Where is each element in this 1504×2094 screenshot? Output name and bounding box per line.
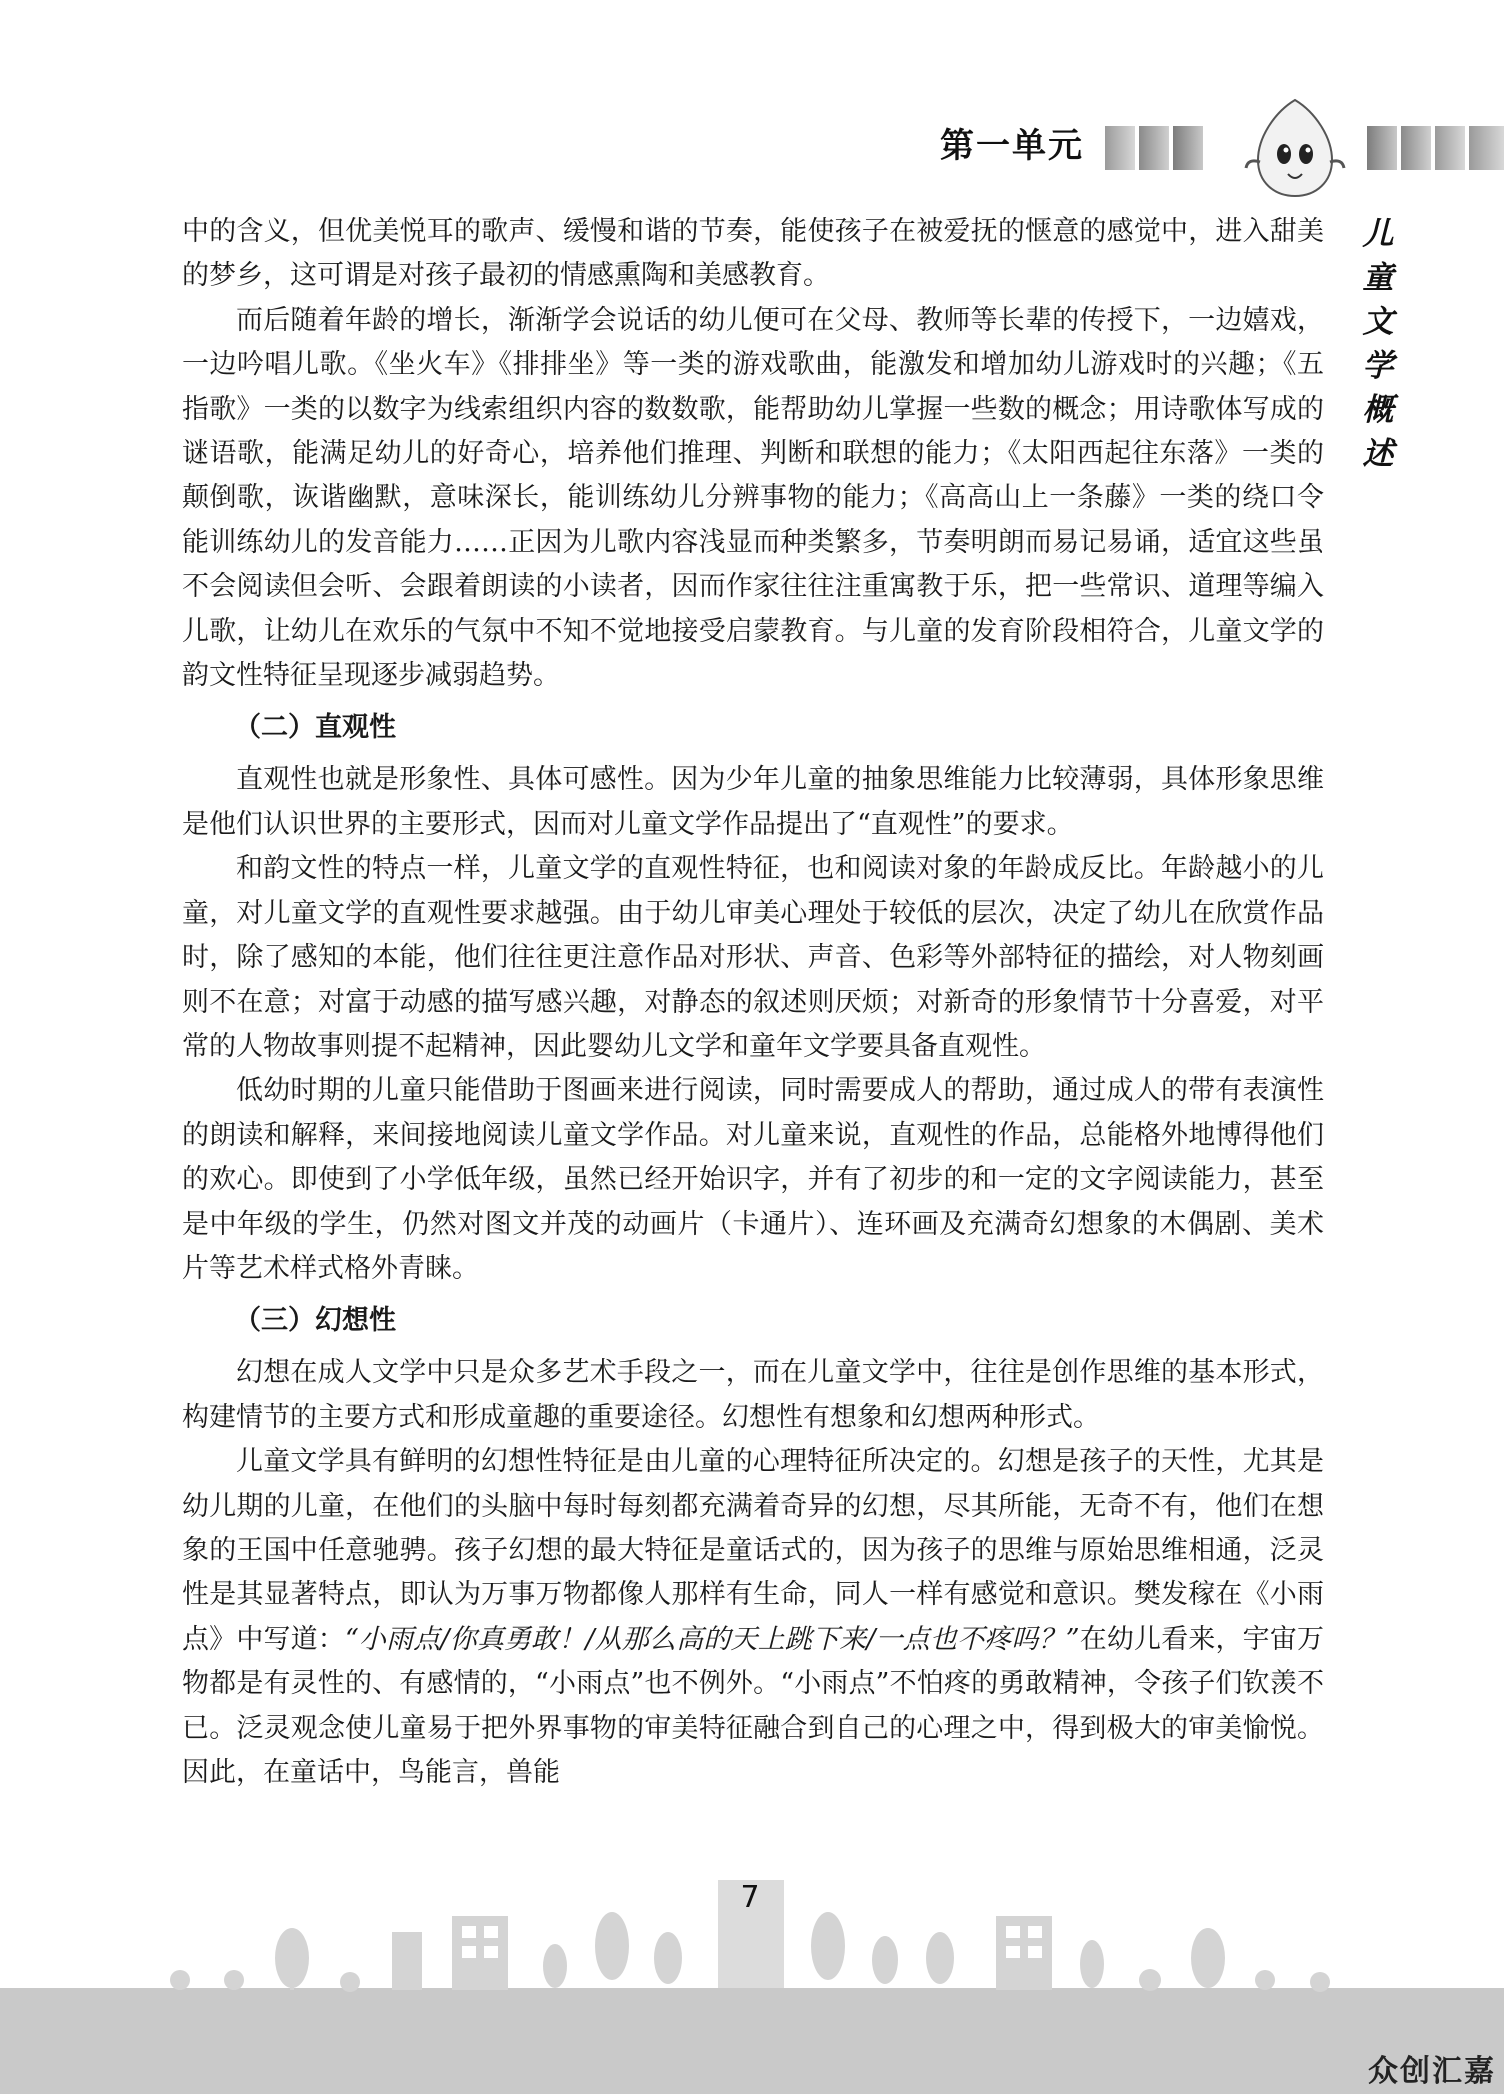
page-number: 7	[740, 1880, 760, 1915]
paragraph-text: 儿童文学具有鲜明的幻想性特征是由儿童的心理特征所决定的。幻想是孩子的天性，尤其是幼儿期的儿童，在他们的头脑中每时每刻都充满着奇异的幻想，尽其所能，无奇不有，他们在想象的王国中任意驰骋。孩子幻想的最大特征是童话式的，因为孩子的思维与原始思维相通，泛灵性是其显著特点，即认为万事万物都像人那样有生命，同人一样有感觉和意识。樊发稼在《小雨点》中写道：	[182, 1446, 1324, 1655]
poem-quote: “小雨点/你真勇敢！/从那么高的天上跳下来/一点也不疼吗？”	[344, 1623, 1080, 1655]
side-title-char: 概	[1362, 392, 1394, 428]
unit-title: 第一单元	[940, 126, 1084, 166]
paragraph: 和韵文性的特点一样，儿童文学的直观性特征，也和阅读对象的年龄成反比。年龄越小的儿童，对儿童文学的直观性要求越强。由于幼儿审美心理处于较低的层次，决定了幼儿在欣赏作品时，除了感知的本能，他们往往更注意作品对形状、声音、色彩等外部特征的描绘，对人物刻画则不在意；对富于动感的描写感兴趣，对静态的叙述则厌烦；对新奇的形象情节十分喜爱，对平常的人物故事则提不起精神，因此婴幼儿文学和童年文学要具备直观性。	[182, 853, 1324, 1062]
side-title-char: 文	[1362, 304, 1394, 340]
paragraph: 低幼时期的儿童只能借助于图画来进行阅读，同时需要成人的帮助，通过成人的带有表演性的朗读和解释，来间接地阅读儿童文学作品。对儿童来说，直观性的作品，总能格外地博得他们的欢心。即使到了小学低年级，虽然已经开始识字，并有了初步的和一定的文字阅读能力，甚至是中年级的学生，仍然对图文并茂的动画片（卡通片）、连环画及充满奇幻想象的木偶剧、美术片等艺术样式格外青睐。	[182, 1075, 1324, 1284]
watermark-logo: 众创汇嘉	[1368, 2054, 1496, 2089]
paragraph: 中的含义，但优美悦耳的歌声、缓慢和谐的节奏，能使孩子在被爱抚的惬意的感觉中，进入甜美的梦乡，这可谓是对孩子最初的情感熏陶和美感教育。	[182, 216, 1324, 292]
paragraph: 幻想在成人文学中只是众多艺术手段之一，而在儿童文学中，往往是创作思维的基本形式，构建情节的主要方式和形成童趣的重要途径。幻想性有想象和幻想两种形式。	[182, 1357, 1324, 1433]
section-heading: （三）幻想性	[234, 1305, 396, 1337]
paragraph: 而后随着年龄的增长，渐渐学会说话的幼儿便可在父母、教师等长辈的传授下，一边嬉戏，一边吟唱儿歌。《坐火车》《排排坐》等一类的游戏歌曲，能激发和增加幼儿游戏时的兴趣；《五指歌》一类的以数字为线索组织内容的数数歌，能帮助幼儿掌握一些数的概念；用诗歌体写成的谜语歌，能满足幼儿的好奇心，培养他们推理、判断和联想的能力；《太阳西起往东落》一类的颠倒歌，诙谐幽默，意味深长，能训练幼儿分辨事物的能力；《高高山上一条藤》一类的绕口令能训练幼儿的发音能力……正因为儿歌内容浅显而种类繁多，节奏明朗而易记易诵，适宜这些虽不会阅读但会听、会跟着朗读的小读者，因而作家往往注重寓教于乐，把一些常识、道理等编入儿歌，让幼儿在欢乐的气氛中不知不觉地接受启蒙教育。与儿童的发育阶段相符合，儿童文学的韵文性特征呈现逐步减弱趋势。	[182, 304, 1324, 692]
page-body	[182, 210, 1324, 1795]
mascot-icon	[1240, 92, 1350, 202]
section-heading: （二）直观性	[234, 712, 396, 744]
paragraph-text: 在幼儿看来，宇宙万物都是有灵性的、有感情的，“小雨点”也不例外。“小雨点”不怕疼的勇敢精神，令孩子们钦羡不已。泛灵观念使儿童易于把外界事物的审美特征融合到自己的心理之中，得到极大的审美愉悦。因此，在童话中，鸟能言，兽能	[182, 1623, 1324, 1788]
side-title-char: 童	[1362, 260, 1394, 296]
paragraph: 直观性也就是形象性、具体可感性。因为少年儿童的抽象思维能力比较薄弱，具体形象思维是他们认识世界的主要形式，因而对儿童文学作品提出了“直观性”的要求。	[182, 764, 1324, 840]
side-title-char: 述	[1362, 436, 1394, 472]
side-title-char: 儿	[1362, 216, 1394, 252]
side-title-char: 学	[1362, 348, 1394, 384]
paragraph	[182, 1440, 1324, 1795]
side-chapter-title	[1356, 212, 1400, 476]
